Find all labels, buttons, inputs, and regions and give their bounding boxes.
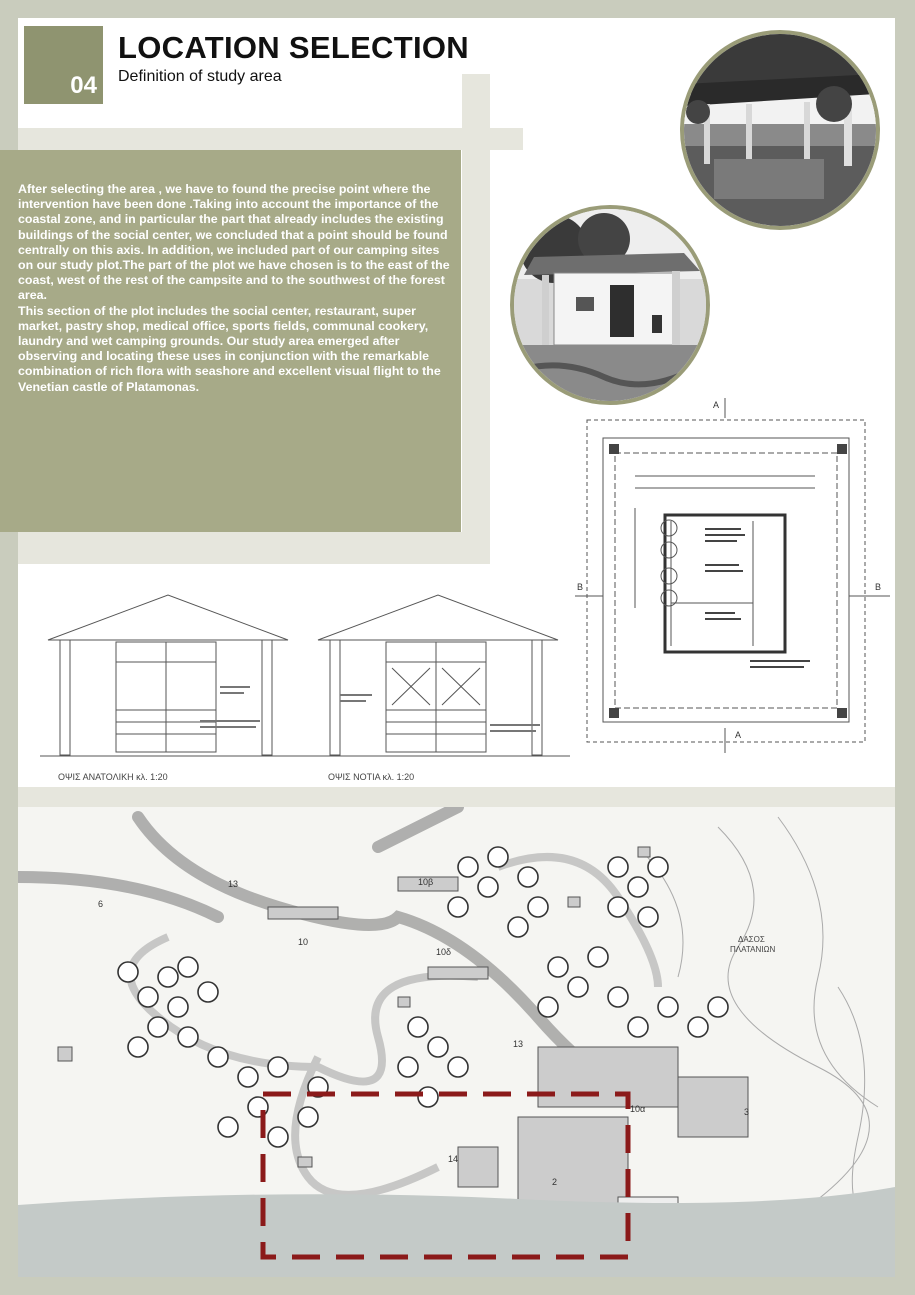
- section-marker-top: A: [713, 400, 720, 410]
- map-label: 3: [744, 1107, 750, 1117]
- description-text: After selecting the area , we have to found the precise point where the intervention have been done .Taking into account the importance of the coastal zone, and in particular the part that already includes the existing buildings of the social center, we concluded that a point should be found centrally on this axis. In addition, we included part of our camping sites on our study plot.The part of the plot we have chosen is to the east of the coast, west of the rest of the campsite and to the southwest of the forest area. This section of the plot includes the social center, restaurant, super market, pastry shop, medical office, sports fields, communal cookery, laundry and wet camping grounds. Our study area emerged after observing and locating these uses in conjunction with the remarkable combination of rich flora with seashore and excellent visual flight to the Venetian castle of Platamonas.: [18, 182, 450, 394]
- page-title: LOCATION SELECTION: [118, 30, 469, 65]
- description-panel: [0, 150, 461, 532]
- kiosk-photo-image: [514, 209, 706, 401]
- decor-band: [18, 787, 895, 807]
- section-number: 04: [70, 72, 97, 99]
- elevation-south-caption: ΟΨΙΣ ΝΟΤΙΑ κλ. 1:20: [328, 772, 415, 782]
- decor-band: [18, 128, 523, 150]
- map-label: 14: [448, 1154, 459, 1164]
- elevation-drawings: [40, 590, 570, 790]
- forest-label-2: ΠΛΑΤΑΝΙΩΝ: [730, 945, 776, 954]
- section-marker-bottom: A: [735, 730, 742, 740]
- map-label: 13: [513, 1039, 524, 1049]
- elevation-east-caption: ΟΨΙΣ ΑΝΑΤΟΛΙΚΗ κλ. 1:20: [58, 772, 168, 782]
- site-map-drawing: [18, 807, 895, 1277]
- map-label: 10α: [630, 1104, 646, 1114]
- section-marker-right: B: [875, 582, 882, 592]
- shelter-photo-image: [684, 34, 876, 226]
- bottom-band: [18, 1277, 895, 1295]
- shelter-photo: [680, 30, 880, 230]
- map-label: 13: [228, 879, 239, 889]
- kiosk-photo: [510, 205, 710, 405]
- map-label: 10δ: [436, 947, 452, 957]
- section-number-box: [24, 26, 103, 104]
- site-map: [18, 807, 895, 1277]
- map-label: 6: [98, 899, 104, 909]
- forest-label: ΔΑΣΟΣ: [738, 935, 765, 944]
- decor-band: [18, 532, 490, 564]
- map-label: 2: [552, 1177, 558, 1187]
- section-marker-left: B: [577, 582, 584, 592]
- map-label: 10: [298, 937, 309, 947]
- map-label: 10β: [418, 877, 434, 887]
- floor-plan-drawing: [575, 398, 890, 753]
- page-subtitle: Definition of study area: [118, 68, 282, 85]
- decor-band: [462, 74, 490, 564]
